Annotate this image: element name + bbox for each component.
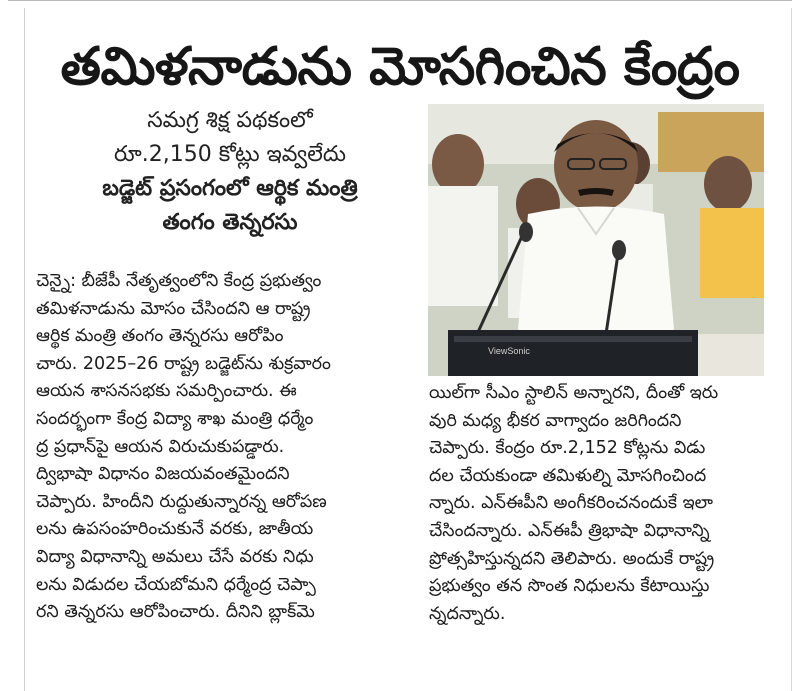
article-left-column bbox=[36, 268, 422, 627]
article-right-column bbox=[429, 380, 769, 628]
news-photo-minister-speaking bbox=[428, 104, 764, 376]
clipping-right-border bbox=[791, 8, 792, 691]
clipping-left-border bbox=[24, 8, 25, 691]
article-line: ఆర్థిక మంత్రి తంగం తెన్నరసు ఆరోపిం bbox=[36, 326, 284, 347]
photo-illustration bbox=[428, 104, 764, 376]
article-line: తమిళనాడును మోసం చేసిందని ఆ రాష్ట్ర bbox=[36, 298, 311, 319]
article-line: యిల్‌గా సీఎం స్టాలిన్ అన్నారని, దీంతో ఇరు bbox=[429, 383, 719, 403]
headline: తమిళనాడును మోసగించిన కేంద్రం bbox=[60, 37, 740, 97]
article-line: చారు. 2025–26 రాష్ట్ర బడ్జెట్‌ను శుక్రవారం bbox=[36, 353, 331, 374]
subheadline-block bbox=[40, 104, 420, 240]
subheadline-line-4: తంగం తెన్నరసు bbox=[162, 210, 298, 235]
article-line: ప్రోత్సహిస్తున్నదని తెలిపారు. అందుకే రాష్ట్ర bbox=[429, 548, 715, 569]
article-line: ఆయన శాసనసభకు సమర్పించారు. ఈ bbox=[36, 381, 297, 402]
article-line: ద్ర ప్రధాన్‌పై ఆయన విరుచుకుపడ్డారు. bbox=[36, 436, 285, 457]
article-line: లను విడుదల చేయబోమని ధర్మేంద్ర చెప్పా bbox=[36, 574, 316, 595]
subheadline-line-3: బడ్జెట్ ప్రసంగంలో ఆర్థిక మంత్రి bbox=[102, 176, 358, 201]
article-line: లను ఉపసంహరించుకునే వరకు, జాతీయ bbox=[36, 519, 314, 540]
subheadline-line-1: సమగ్ర శిక్ష పథకంలో bbox=[147, 108, 313, 133]
clipping-top-border bbox=[8, 0, 792, 5]
subheadline-line-2: రూ.2,150 కోట్లు ఇవ్వలేదు bbox=[114, 142, 346, 167]
article-line: న్నదన్నారు. bbox=[429, 603, 506, 624]
article-line: ద్విభాషా విధానం విజయవంతమైందని bbox=[36, 464, 290, 485]
article-line: న్నారు. ఎన్‌ఈపీని అంగీకరించనందుకే ఇలా bbox=[429, 493, 713, 514]
monitor-brand-label: ViewSonic bbox=[488, 346, 530, 356]
article-line: చెన్నై: బీజేపీ నేతృత్వంలోని కేంద్ర ప్రభుత్వం bbox=[36, 271, 322, 291]
article-line: వురి మధ్య భీకర వాగ్వాదం జరిగిందని bbox=[429, 410, 682, 431]
article-line: దల చేయకుండా తమిళుల్ని మోసగించింద bbox=[429, 465, 707, 486]
article-line: చెప్పారు. కేంద్రం రూ.2,152 కోట్లను విడు bbox=[429, 438, 706, 459]
article-line: చెప్పారు. హిందీని రుద్దుతున్నారన్న ఆరోపణ bbox=[36, 491, 327, 512]
article-line: విద్యా విధానాన్ని అమలు చేసే వరకు నిధు bbox=[36, 546, 314, 567]
article-line: ప్రభుత్వం తన సొంత నిధులను కేటాయిస్తు bbox=[429, 576, 710, 597]
article-line: సందర్భంగా కేంద్ర విద్యా శాఖ మంత్రి ధర్మేం bbox=[36, 408, 314, 429]
article-line: రని తెన్నరసు ఆరోపించారు. దీనిని బ్లాక్‌మె bbox=[36, 602, 315, 623]
article-line: చేసిందన్నారు. ఎన్‌ఈపీ త్రిభాషా విధానాన్ని bbox=[429, 520, 710, 541]
